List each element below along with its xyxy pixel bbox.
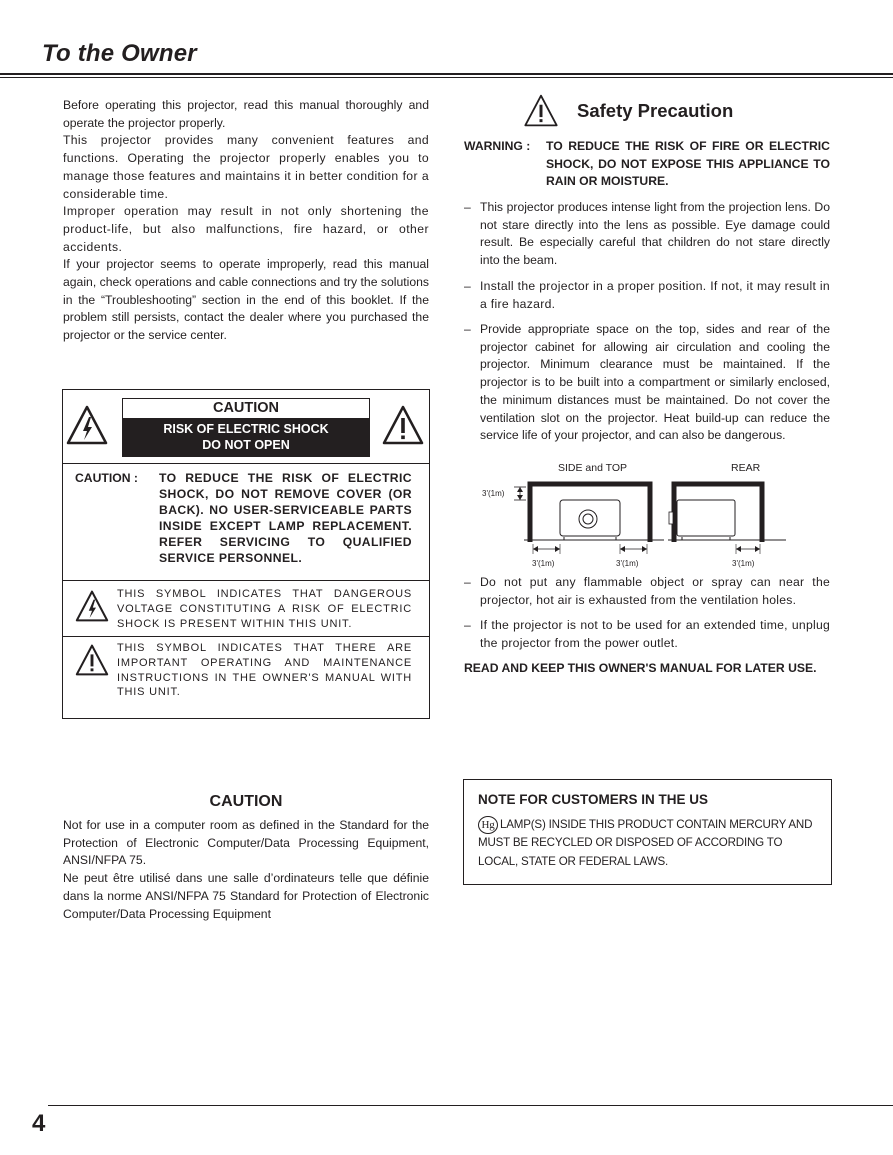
clearance-drawing <box>464 460 830 572</box>
caution-statement-text: TO REDUCE THE RISK OF ELECTRIC SHOCK, DO NOT REMOVE COVER (OR BACK). NO USER-SERVICEABLE PARTS INSIDE EXCEPT LAMP REPLACEMENT. REFER SERVICING TO QUALIFIED SERVICE PERSONNEL. <box>159 471 412 565</box>
bullet-dash: – <box>464 200 471 214</box>
caution-paragraph: Not for use in a computer room as defined in the Standard for the Protection of Electronic Computer/Data Processing Equipment, ANSI/NFPA 75. <box>63 818 429 868</box>
bullet-text: Provide appropriate space on the top, sides and rear of the projector cabinet for allowing air circulation and cooling the projector. Minimum clearance must be maintained. If the projector is to be built into a compartment or similarly enclosed, the minimum distances must be maintained. Do not cover the ventilation slot on the projector. Heat build-up can reduce the service life of your projector, and can also be dangerous. <box>480 322 830 443</box>
footer-rule <box>48 1105 893 1106</box>
lightning-warning-icon <box>75 590 109 622</box>
safety-bullet <box>464 199 830 269</box>
mercury-hg-icon: Hg <box>478 816 498 834</box>
title-rule <box>0 73 893 75</box>
bullet-text: If the projector is not to be used for an extended time, unplug the projector from the power outlet. <box>480 618 830 650</box>
caution-text <box>63 817 429 923</box>
note-title: NOTE FOR CUSTOMERS IN THE US <box>478 792 709 807</box>
clearance-diagram <box>464 460 830 572</box>
exclamation-warning-icon <box>75 644 109 676</box>
caution-label <box>122 398 370 457</box>
bullet-text: Do not put any flammable object or spray can near the projector, hot air is exhausted from the ventilation holes. <box>480 575 830 607</box>
symbol-instructions-text: THIS SYMBOL INDICATES THAT THERE ARE IMPORTANT OPERATING AND MAINTENANCE INSTRUCTIONS IN THE OWNER'S MANUAL WITH THIS UNIT. <box>117 642 412 699</box>
title-rule-thin <box>0 77 893 78</box>
safety-bullet <box>464 617 830 653</box>
caution-label-line1: RISK OF ELECTRIC SHOCK <box>163 422 329 436</box>
intro-paragraph: Before operating this projector, read this manual thoroughly and operate the projector properly. <box>63 98 429 130</box>
clearance-top-label: 3'(1m) <box>482 489 505 498</box>
bullet-text: This projector produces intense light from the projection lens. Do not stare directly into the lens as possible. Eye damage could result. Be especially careful that children do not stare directly into the beam. <box>480 200 830 268</box>
caution-label-line2: DO NOT OPEN <box>202 438 290 452</box>
intro-paragraph: This projector provides many convenient features and functions. Operating the projector properly enables you to manage those features and maintains it in better condition for a considerable time. <box>63 133 429 201</box>
bullet-dash: – <box>464 322 471 336</box>
note-text-block <box>478 816 817 871</box>
safety-bullet <box>464 278 830 314</box>
caution-statement-label: CAUTION : <box>75 471 138 485</box>
divider <box>63 463 429 464</box>
page-title: To the Owner <box>42 40 197 67</box>
symbol-voltage-text: THIS SYMBOL INDICATES THAT DANGEROUS VOLTAGE CONSTITUTING A RISK OF ELECTRIC SHOCK IS PRESENT WITHIN THIS UNIT. <box>117 588 412 630</box>
bullet-dash: – <box>464 618 471 632</box>
exclamation-warning-icon <box>382 405 424 445</box>
clearance-rear-label: 3'(1m) <box>732 559 755 568</box>
symbol-row-instructions <box>63 640 429 710</box>
safety-bullet <box>464 574 830 610</box>
page-number: 4 <box>32 1110 46 1137</box>
warning-label: WARNING : <box>464 139 531 153</box>
caution-box <box>62 389 430 719</box>
clearance-left-label: 3'(1m) <box>532 559 555 568</box>
symbol-row-voltage <box>63 586 429 636</box>
exclamation-warning-icon <box>523 94 559 127</box>
safety-bullet <box>464 321 830 461</box>
diagram-rear-label: REAR <box>731 462 761 474</box>
warning-text: TO REDUCE THE RISK OF FIRE OR ELECTRIC SHOCK, DO NOT EXPOSE THIS APPLIANCE TO RAIN OR MOISTURE. <box>546 139 830 189</box>
caution-paragraph-french: Ne peut être utilisé dans une salle d’ordinateurs telle que définie dans la norme ANSI/NFPA 75 Standard for Protection of Electronic Computer/Data Processing Equipment <box>63 871 429 921</box>
intro-text <box>63 97 429 345</box>
intro-paragraph: If your projector seems to operate improperly, read this manual again, check operations and cable connections and try the solutions in the “Troubleshooting” section in the end of this booklet. If the problem still persists, contact the dealer where you purchased the projector or the service center. <box>63 257 429 343</box>
us-customer-note <box>463 779 832 885</box>
caution-heading: CAUTION <box>209 793 283 810</box>
bullet-text: Install the projector in a proper position. If not, it may result in a fire hazard. <box>480 279 830 311</box>
bullet-dash: – <box>464 279 471 293</box>
lightning-warning-icon <box>66 405 108 445</box>
read-keep-notice: READ AND KEEP THIS OWNER'S MANUAL FOR LATER USE. <box>464 661 817 675</box>
divider <box>63 636 429 637</box>
clearance-right-label: 3'(1m) <box>616 559 639 568</box>
divider <box>63 580 429 581</box>
caution-label-warning <box>123 419 369 456</box>
diagram-side-top-label: SIDE and TOP <box>558 462 628 474</box>
intro-paragraph: Improper operation may result in not only shortening the product-life, but also malfunctions, fire hazard, or other accidents. <box>63 204 429 254</box>
note-text: LAMP(S) INSIDE THIS PRODUCT CONTAIN MERCURY AND MUST BE RECYCLED OR DISPOSED OF ACCORDING TO LOCAL, STATE OR FEDERAL LAWS. <box>478 818 813 868</box>
bullet-dash: – <box>464 575 471 589</box>
caution-label-title: CAUTION <box>123 399 369 419</box>
safety-heading: Safety Precaution <box>577 100 734 121</box>
